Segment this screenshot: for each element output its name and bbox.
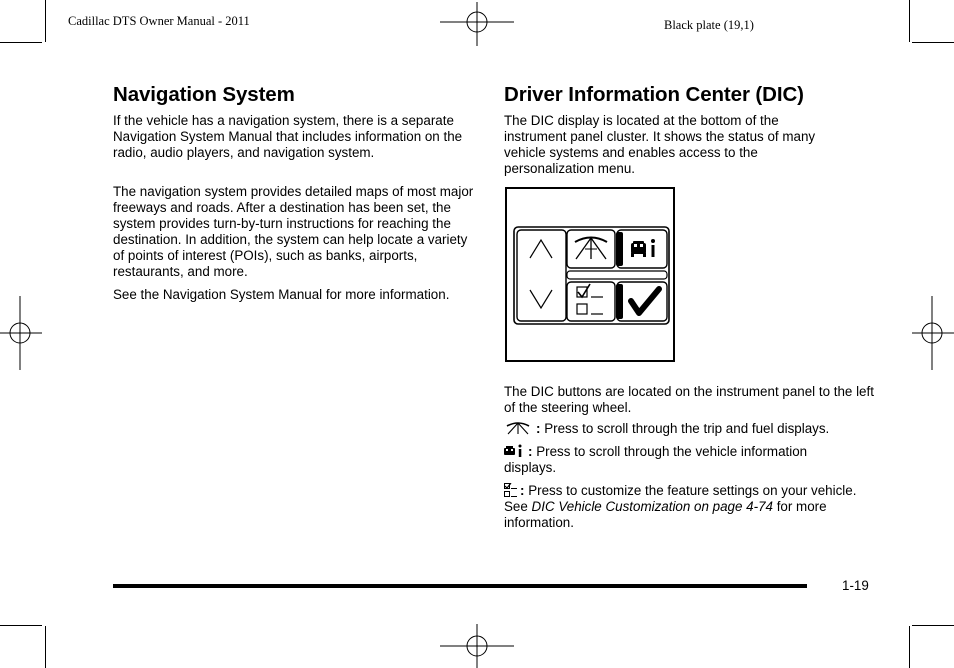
header-manual-title: Cadillac DTS Owner Manual - 2011 [68,14,250,28]
crop-mark [45,0,46,42]
crop-mark [909,0,910,42]
button-separator [616,284,623,319]
dic-customization-item [504,483,869,531]
dic-paragraph-2: The DIC buttons are located on the instrument panel to the left of the steering wheel. [504,384,874,415]
page-number: 1-19 [842,578,869,593]
crop-mark [909,626,910,668]
dic-vehicle-item [504,444,854,476]
crop-mark [912,42,954,43]
customization-page-reference[interactable]: DIC Vehicle Customization on page 4-74 [531,499,773,514]
customization-description-end: for more information. [504,499,827,530]
crop-mark [912,625,954,626]
dic-buttons-illustration [505,187,675,362]
dic-trip-item [504,421,874,437]
vehicle-info-icon [504,444,526,458]
registration-mark [440,624,514,668]
vehicle-description: Press to scroll through the vehicle information displays. [504,444,808,475]
registration-mark [0,296,42,370]
nav-paragraph-2: The navigation system provides detailed maps of most major freeways and roads. After a destination has been set, the system provides turn-by-turn instructions for reaching the destination. In addition, the system can help locate a variety of points of interest (POIs), such as banks, airports, restaurants, and more. [113,184,474,279]
customization-icon [504,483,518,497]
item-colon: : [528,444,533,459]
dic-paragraph-1: The DIC display is located at the bottom of the instrument panel cluster. It shows the status of many vehicle systems and enables access to the personalization menu. [504,113,816,176]
registration-mark [440,2,514,46]
footer-rule [113,584,807,588]
item-colon: : [520,483,525,498]
registration-mark [912,296,954,370]
header-plate: Black plate (19,1) [664,18,754,32]
button-separator [616,232,623,266]
panel-divider [567,271,667,279]
trip-description: Press to scroll through the trip and fuel displays. [544,421,830,436]
section-title-navigation: Navigation System [113,83,295,106]
trip-fuel-icon [504,421,534,435]
crop-mark [0,42,42,43]
item-colon: : [536,421,541,436]
nav-paragraph-1: If the vehicle has a navigation system, there is a separate Navigation System Manual that includes information on the radio, audio players, and navigation system. [113,113,463,160]
section-title-dic: Driver Information Center (DIC) [504,83,804,106]
crop-mark [45,626,46,668]
nav-paragraph-3: See the Navigation System Manual for more information. [113,287,450,302]
customization-button[interactable] [567,282,615,321]
crop-mark [0,625,42,626]
customization-description: Press to customize the feature settings on your vehicle. See [504,483,857,514]
